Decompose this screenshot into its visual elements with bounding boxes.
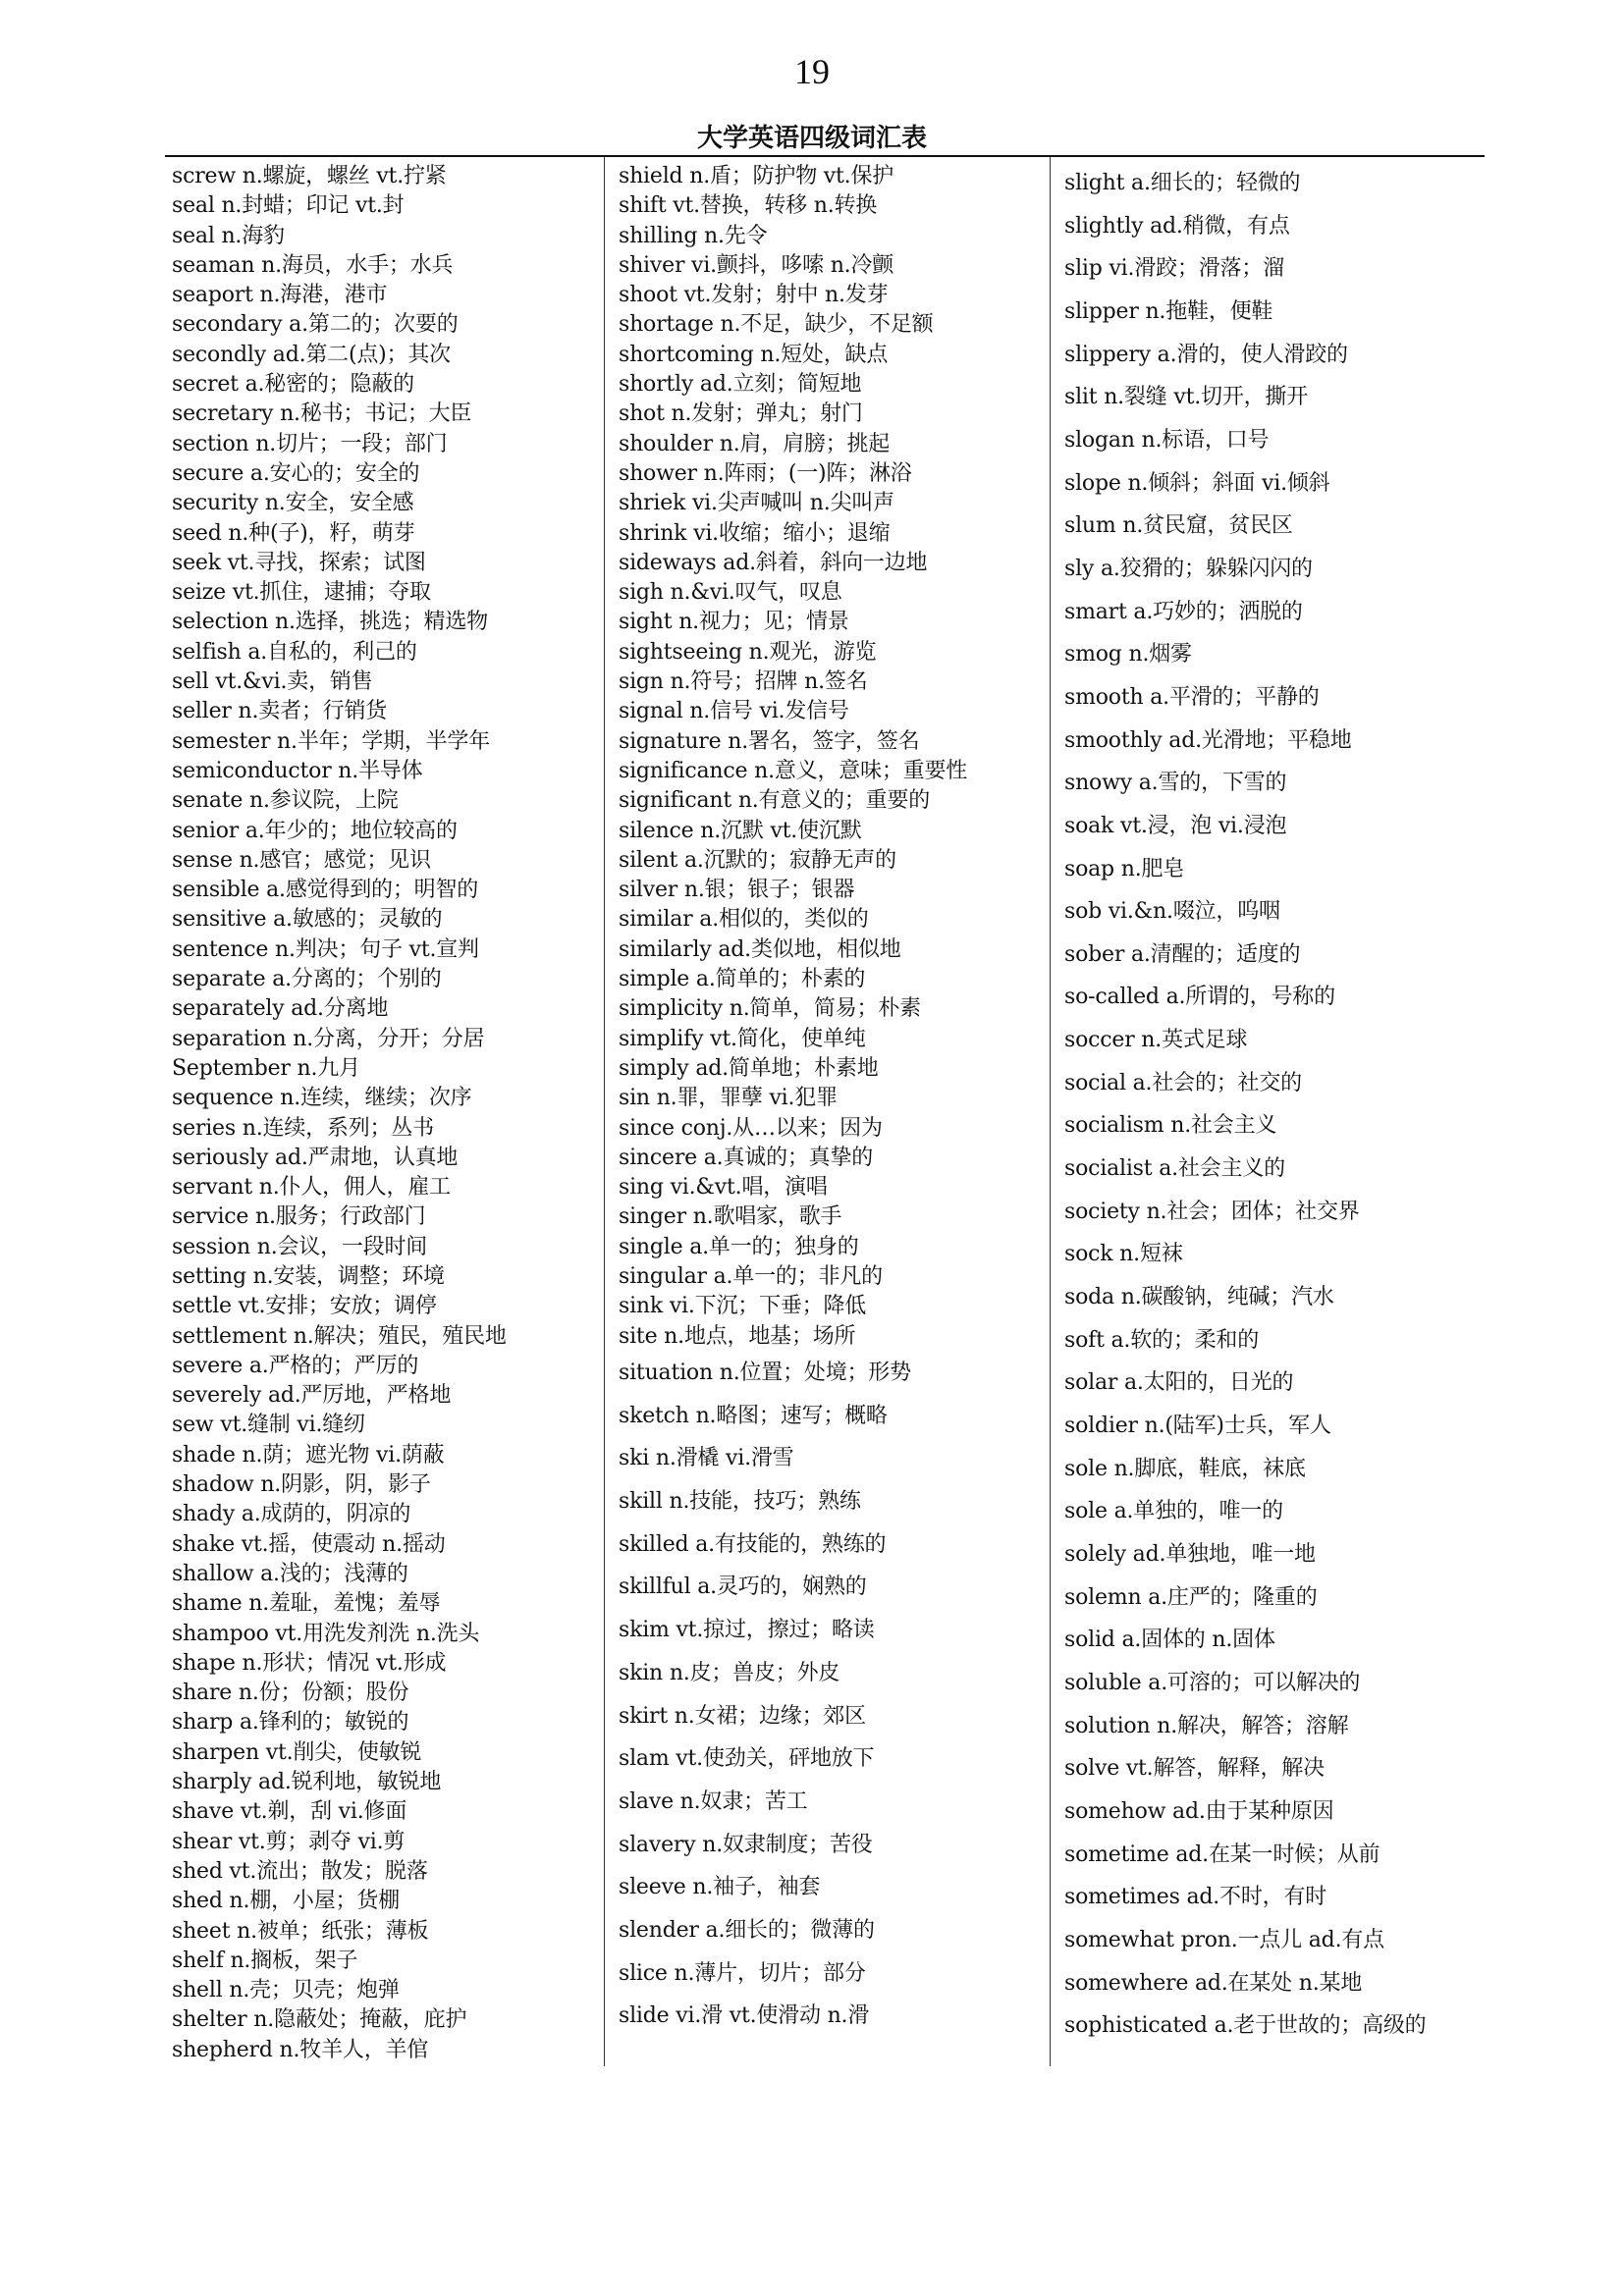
vocab-entry: solely ad.单独地，唯一地 xyxy=(1064,1542,1316,1567)
vocab-entry: smoothly ad.光滑地；平稳地 xyxy=(1064,727,1352,753)
vocab-entry: selection n.选择，挑选；精选物 xyxy=(172,610,488,635)
vocab-entry: shield n.盾；防护物 vt.保护 xyxy=(619,164,894,188)
vocab-entry: sharpen vt.削尖，使敏锐 xyxy=(172,1739,422,1765)
vocab-entry: shilling n.先令 xyxy=(619,223,768,248)
vocab-entry: society n.社会；团体；社交界 xyxy=(1064,1199,1360,1224)
vocab-entry: session n.会议，一段时间 xyxy=(172,1234,428,1259)
vocab-entry: sly a.狡猾的；躲躲闪闪的 xyxy=(1064,556,1313,581)
vocab-entry: single a.单一的；独身的 xyxy=(619,1234,859,1259)
vocab-entry: shampoo vt.用洗发剂洗 n.洗头 xyxy=(172,1621,480,1646)
vocab-entry: shear vt.剪；剥夺 vi.剪 xyxy=(172,1829,406,1854)
vocab-entry: service n.服务；行政部门 xyxy=(172,1204,426,1230)
vocab-entry: sole n.脚底，鞋底，袜底 xyxy=(1064,1456,1306,1481)
vocab-entry: settle vt.安排；安放；调停 xyxy=(172,1294,437,1319)
vocab-entry: skill n.技能，技巧；熟练 xyxy=(619,1488,861,1514)
vocab-entry: section n.切片；一段；部门 xyxy=(172,431,448,456)
vocab-entry: solid a.固体的 n.固体 xyxy=(1064,1628,1275,1653)
vocab-entry: separate a.分离的；个别的 xyxy=(172,967,442,992)
vocab-entry: slam vt.使劲关，砰地放下 xyxy=(619,1746,875,1772)
vocab-entry: snowy a.雪的，下雪的 xyxy=(1064,771,1287,796)
vocab-entry: soap n.肥皂 xyxy=(1064,856,1185,881)
vocab-entry: separation n.分离，分开；分居 xyxy=(172,1026,485,1051)
header-rule xyxy=(165,155,1485,157)
vocab-entry: signal n.信号 vi.发信号 xyxy=(619,699,849,724)
vocab-entry: soft a.软的；柔和的 xyxy=(1064,1327,1260,1353)
vocab-entry: sight n.视力；见；情景 xyxy=(619,610,849,635)
vocab-entry: silence n.沉默 vt.使沉默 xyxy=(619,818,862,843)
vocab-entry: shoulder n.肩，肩膀；挑起 xyxy=(619,431,891,456)
vocab-entry: sole a.单独的，唯一的 xyxy=(1064,1499,1283,1524)
vocab-entry: shift vt.替换，转移 n.转换 xyxy=(619,193,878,219)
vocab-entry: soldier n.(陆军)士兵，军人 xyxy=(1064,1414,1331,1439)
vocab-entry: somewhere ad.在某处 n.某地 xyxy=(1064,1970,1363,1996)
vocab-entry: secretary n.秘书；书记；大臣 xyxy=(172,401,472,427)
vocab-entry: senior a.年少的；地位较高的 xyxy=(172,818,458,843)
vocab-entry: skillful a.灵巧的，娴熟的 xyxy=(619,1575,867,1600)
vocab-entry: slogan n.标语，口号 xyxy=(1064,427,1270,453)
vocab-entry: shallow a.浅的；浅薄的 xyxy=(172,1561,408,1586)
vocab-entry: seller n.卖者；行销货 xyxy=(172,699,388,724)
vocab-entry: silver n.银；银子；银器 xyxy=(619,878,855,903)
vocab-entry: sketch n.略图；速写；概略 xyxy=(619,1403,888,1428)
vocab-entry: shake vt.摇，使震动 n.摇动 xyxy=(172,1531,446,1557)
vocab-entry: slit n.裂缝 vt.切开，撕开 xyxy=(1064,385,1309,410)
vocab-entry: sequence n.连续，继续；次序 xyxy=(172,1086,472,1111)
vocab-entry: seed n.种(子)，籽，萌芽 xyxy=(172,520,415,546)
vocab-entry: share n.份；份额；股份 xyxy=(172,1681,409,1706)
vocab-entry: sightseeing n.观光，游览 xyxy=(619,639,877,665)
vocab-entry: shade n.荫；遮光物 vi.荫蔽 xyxy=(172,1442,445,1468)
vocab-column-2 xyxy=(619,162,1041,2038)
vocab-entry: sentence n.判决；句子 vt.宣判 xyxy=(172,936,479,962)
vocab-entry: similar a.相似的，类似的 xyxy=(619,907,869,933)
vocab-entry: screw n.螺旋，螺丝 vt.拧紧 xyxy=(172,164,447,188)
vocab-entry: smart a.巧妙的；洒脱的 xyxy=(1064,599,1303,624)
vocab-entry: sheet n.被单；纸张；薄板 xyxy=(172,1918,429,1944)
vocab-entry: sober a.清醒的；适度的 xyxy=(1064,941,1301,967)
vocab-entry: slope n.倾斜；斜面 vi.倾斜 xyxy=(1064,470,1330,496)
vocab-entry: slender a.细长的；微薄的 xyxy=(619,1918,875,1944)
vocab-entry: soccer n.英式足球 xyxy=(1064,1028,1248,1053)
vocab-entry: slide vi.滑 vt.使滑动 n.滑 xyxy=(619,2003,870,2029)
vocab-entry: solution n.解决，解答；溶解 xyxy=(1064,1713,1349,1738)
vocab-entry: since conj.从…以来；因为 xyxy=(619,1115,883,1141)
vocab-entry: somewhat pron.一点儿 ad.有点 xyxy=(1064,1927,1384,1952)
vocab-entry: situation n.位置；处境；形势 xyxy=(619,1360,911,1385)
vocab-entry: significant n.有意义的；重要的 xyxy=(619,788,930,814)
vocab-entry: senate n.参议院，上院 xyxy=(172,788,399,814)
vocab-entry: shortly ad.立刻；简短地 xyxy=(619,372,862,398)
vocab-entry: slum n.贫民窟，贫民区 xyxy=(1064,513,1293,539)
vocab-entry: sing vi.&vt.唱，演唱 xyxy=(619,1175,828,1201)
vocab-entry: socialist a.社会主义的 xyxy=(1064,1156,1285,1182)
vocab-entry: shed vt.流出；散发；脱落 xyxy=(172,1858,428,1884)
vocab-entry: slipper n.拖鞋，便鞋 xyxy=(1064,298,1273,324)
vocab-entry: slave n.奴隶；苦工 xyxy=(619,1789,808,1814)
vocab-entry: shave vt.剃，刮 vi.修面 xyxy=(172,1799,407,1825)
vocab-entry: sharply ad.锐利地，敏锐地 xyxy=(172,1770,442,1795)
vocab-entry: selfish a.自私的，利己的 xyxy=(172,639,417,665)
vocab-entry: severely ad.严厉地，严格地 xyxy=(172,1383,452,1409)
vocab-entry: social a.社会的；社交的 xyxy=(1064,1070,1302,1095)
vocab-entry: so-called a.所谓的，号称的 xyxy=(1064,985,1335,1010)
vocab-entry: secret a.秘密的；隐蔽的 xyxy=(172,372,414,398)
vocab-entry: sincere a.真诚的；真挚的 xyxy=(619,1145,874,1170)
vocab-entry: sometimes ad.不时，有时 xyxy=(1064,1885,1327,1910)
vocab-entry: sigh n.&vi.叹气，叹息 xyxy=(619,580,842,606)
vocab-entry: sew vt.缝制 vi.缝纫 xyxy=(172,1413,365,1438)
vocab-entry: semiconductor n.半导体 xyxy=(172,758,423,783)
vocab-entry: sensible a.感觉得到的；明智的 xyxy=(172,878,479,903)
vocab-entry: skirt n.女裙；边缘；郊区 xyxy=(619,1703,866,1729)
vocab-entry: skilled a.有技能的，熟练的 xyxy=(619,1531,887,1557)
vocab-entry: shoot vt.发射；射中 n.发芽 xyxy=(619,283,889,308)
vocab-entry: similarly ad.类似地，相似地 xyxy=(619,936,901,962)
vocab-entry: singular a.单一的；非凡的 xyxy=(619,1263,883,1289)
vocab-entry: sense n.感官；感觉；见识 xyxy=(172,847,431,873)
vocab-entry: sin n.罪，罪孽 vi.犯罪 xyxy=(619,1086,838,1111)
vocab-entry: shadow n.阴影，阴，影子 xyxy=(172,1472,431,1498)
vocab-entry: seriously ad.严肃地，认真地 xyxy=(172,1145,459,1170)
vocab-entry: shed n.棚，小屋；货棚 xyxy=(172,1889,400,1914)
vocab-entry: shot n.发射；弹丸；射门 xyxy=(619,401,863,427)
vocab-entry: ski n.滑橇 vi.滑雪 xyxy=(619,1446,794,1471)
vocab-entry: sideways ad.斜着，斜向一边地 xyxy=(619,550,928,575)
column-divider-1 xyxy=(604,157,605,2066)
vocab-entry: sensitive a.敏感的；灵敏的 xyxy=(172,907,443,933)
vocab-entry: shelf n.搁板，架子 xyxy=(172,1948,358,1973)
vocab-entry: shrink vi.收缩；缩小；退缩 xyxy=(619,520,891,546)
vocab-column-3 xyxy=(1064,162,1487,2048)
vocab-entry: seize vt.抓住，逮捕；夺取 xyxy=(172,580,431,606)
vocab-entry: sob vi.&n.啜泣，呜咽 xyxy=(1064,899,1280,925)
vocab-entry: soda n.碳酸钠，纯碱；汽水 xyxy=(1064,1285,1334,1310)
vocab-entry: simplify vt.简化，使单纯 xyxy=(619,1026,866,1051)
vocab-entry: shape n.形状；情况 vt.形成 xyxy=(172,1650,447,1676)
vocab-entry: shower n.阵雨；(一)阵；淋浴 xyxy=(619,460,912,486)
vocab-entry: shiver vi.颤抖，哆嗦 n.冷颤 xyxy=(619,252,894,278)
vocab-entry: significance n.意义，意味；重要性 xyxy=(619,758,968,783)
vocab-entry: sign n.符号；招牌 n.签名 xyxy=(619,669,868,695)
vocab-entry: separately ad.分离地 xyxy=(172,996,389,1022)
vocab-entry: shady a.成荫的，阴凉的 xyxy=(172,1502,411,1527)
vocab-entry: sleeve n.袖子，袖套 xyxy=(619,1875,821,1900)
column-divider-2 xyxy=(1050,157,1051,2066)
vocab-entry: simple a.简单的；朴素的 xyxy=(619,967,866,992)
vocab-entry: setting n.安装，调整；环境 xyxy=(172,1263,445,1289)
vocab-entry: solar a.太阳的，日光的 xyxy=(1064,1370,1294,1396)
vocab-entry: September n.九月 xyxy=(172,1055,360,1081)
vocab-entry: simplicity n.简单，简易；朴素 xyxy=(619,996,921,1022)
vocab-entry: solve vt.解答，解释，解决 xyxy=(1064,1756,1325,1782)
vocab-entry: singer n.歌唱家，歌手 xyxy=(619,1204,842,1230)
vocab-entry: seaman n.海员，水手；水兵 xyxy=(172,252,454,278)
vocab-entry: sell vt.&vi.卖，销售 xyxy=(172,669,373,695)
vocab-entry: slice n.薄片，切片；部分 xyxy=(619,1960,866,1986)
vocab-entry: slight a.细长的；轻微的 xyxy=(1064,171,1301,195)
vocab-entry: socialism n.社会主义 xyxy=(1064,1113,1277,1139)
vocab-entry: sharp a.锋利的；敏锐的 xyxy=(172,1710,409,1735)
vocab-entry: slightly ad.稍微，有点 xyxy=(1064,213,1290,239)
vocab-entry: slippery a.滑的，使人滑跤的 xyxy=(1064,342,1348,367)
vocab-entry: simply ad.简单地；朴素地 xyxy=(619,1055,879,1081)
vocab-entry: shortage n.不足，缺少，不足额 xyxy=(619,312,934,338)
vocab-entry: settlement n.解决；殖民，殖民地 xyxy=(172,1323,507,1349)
vocab-entry: skin n.皮；兽皮；外皮 xyxy=(619,1660,840,1685)
vocab-entry: semester n.半年；学期，半学年 xyxy=(172,728,491,754)
vocab-entry: sock n.短袜 xyxy=(1064,1242,1183,1267)
vocab-entry: slip vi.滑跤；滑落；溜 xyxy=(1064,256,1284,282)
vocab-entry: shell n.壳；贝壳；炮弹 xyxy=(172,1978,400,2003)
vocab-entry: sophisticated a.老于世故的；高级的 xyxy=(1064,2013,1427,2039)
vocab-entry: secure a.安心的；安全的 xyxy=(172,460,420,486)
vocab-entry: silent a.沉默的；寂静无声的 xyxy=(619,847,896,873)
vocab-entry: seal n.封蜡；印记 vt.封 xyxy=(172,193,405,219)
vocab-column-1 xyxy=(172,162,594,2065)
vocab-entry: smooth a.平滑的；平静的 xyxy=(1064,684,1320,710)
vocab-entry: secondary a.第二的；次要的 xyxy=(172,312,459,338)
vocab-entry: signature n.署名，签字，签名 xyxy=(619,728,920,754)
vocab-entry: site n.地点，地基；场所 xyxy=(619,1323,856,1349)
vocab-entry: secondly ad.第二(点)；其次 xyxy=(172,342,451,367)
vocab-entry: severe a.严格的；严厉的 xyxy=(172,1353,419,1378)
vocab-entry: shortcoming n.短处，缺点 xyxy=(619,342,889,367)
vocab-entry: seal n.海豹 xyxy=(172,223,285,248)
vocab-entry: security n.安全，安全感 xyxy=(172,491,414,516)
page-number: 19 xyxy=(794,52,830,91)
vocab-entry: soluble a.可溶的；可以解决的 xyxy=(1064,1670,1361,1695)
vocab-entry: solemn a.庄严的；隆重的 xyxy=(1064,1584,1318,1610)
vocab-entry: seaport n.海港，港市 xyxy=(172,283,388,308)
vocab-entry: somehow ad.由于某种原因 xyxy=(1064,1798,1334,1824)
vocab-entry: slavery n.奴隶制度；苦役 xyxy=(619,1832,873,1857)
vocab-entry: shriek vi.尖声喊叫 n.尖叫声 xyxy=(619,491,894,516)
vocab-entry: shelter n.隐蔽处；掩蔽，庇护 xyxy=(172,2007,467,2033)
vocab-entry: shame n.羞耻，羞愧；羞辱 xyxy=(172,1591,441,1617)
vocab-entry: shepherd n.牧羊人，羊倌 xyxy=(172,2037,429,2062)
vocab-entry: skim vt.掠过，擦过；略读 xyxy=(619,1618,875,1643)
vocab-entry: sometime ad.在某一时候；从前 xyxy=(1064,1842,1380,1867)
vocab-entry: series n.连续，系列；丛书 xyxy=(172,1115,434,1141)
vocab-entry: soak vt.浸，泡 vi.浸泡 xyxy=(1064,813,1287,838)
vocab-entry: sink vi.下沉；下垂；降低 xyxy=(619,1294,867,1319)
vocab-entry: servant n.仆人，佣人，雇工 xyxy=(172,1175,451,1201)
page-title: 大学英语四级词汇表 xyxy=(696,124,927,153)
vocab-entry: smog n.烟雾 xyxy=(1064,642,1192,667)
vocab-entry: seek vt.寻找，探索；试图 xyxy=(172,550,426,575)
